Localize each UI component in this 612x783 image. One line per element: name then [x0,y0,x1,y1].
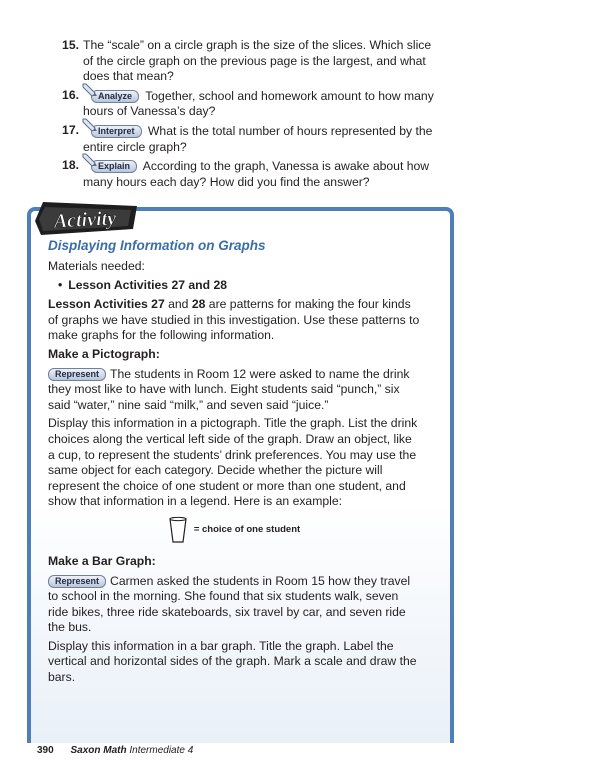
pictograph-heading: Make a Pictograph: [48,346,160,361]
activity-content [48,238,420,689]
intro-paragraph: Lesson Activities 27 and 28 are patterns for making the four kinds of graphs we have studied in this investigation. Use these patterns to make graphs for the following information. [48,297,420,343]
pictograph-legend [48,514,420,546]
explain-tag [91,158,137,174]
bargraph-prompt: Represent Carmen asked the students in Room 15 how they travel to school in the morning. She found that six students walk, seven ride bikes, three ride skateboards, six travel by car, and seven ride the bus. [48,573,411,635]
materials-item-text: Lesson Activities 27 and 28 [68,277,228,292]
pencil-icon [82,83,98,97]
legend-text: = choice of one student [193,524,301,536]
materials-label: Materials needed: [48,259,145,273]
bargraph-instructions: Display this information in a bar graph. Title the graph. Label the vertical and horizontal sides of the graph. Mark a scale and draw the bars. [48,638,417,685]
question-number: 15. [62,38,79,52]
activity-banner [33,199,141,239]
question-text: According to the graph, Vanessa is awake about how many hours each day? How did you find the answer? [83,159,430,189]
cup-icon [168,516,188,544]
bullet-dot: • [58,277,63,292]
question-text: Together, school and homework amount to how many hours of Vanessa’s day? [83,88,434,119]
pictograph-prompt: Represent The students in Room 12 were asked to name the drink they most like to have with lunch. Eight students said “punch,” six said “water,” nine said “milk,” and seven said “juice.” [48,366,410,412]
represent-tag: Represent [48,368,106,381]
question-18 [57,158,437,190]
activity-banner-text: Activity [53,207,117,233]
question-17 [57,123,437,155]
tag-label: Analyze [91,90,139,103]
materials-item [48,278,420,294]
pencil-icon [82,153,98,167]
book-title: Saxon Math [70,745,127,756]
question-number: 17. [62,122,79,137]
page-number: 390 [37,745,54,756]
book-subtitle: Intermediate 4 [129,745,194,756]
question-16 [57,88,437,120]
question-text: The “scale” on a circle graph is the size of the slices. Which slice of the circle graph on the previous page is the largest, and what does that mean? [83,38,432,84]
bargraph-heading: Make a Bar Graph: [48,553,156,568]
question-text: What is the total number of hours represented by the entire circle graph? [83,123,433,154]
questions-list [57,38,437,193]
represent-tag: Represent [48,575,106,588]
tag-label: Interpret [91,125,142,138]
pencil-icon [82,118,98,132]
interpret-tag [91,123,142,139]
analyze-tag [91,88,139,104]
activity-title: Displaying Information on Graphs [48,238,266,253]
tag-label: Explain [91,160,137,173]
question-number: 16. [62,87,79,102]
question-number: 18. [62,158,79,173]
pictograph-instructions: Display this information in a pictograph. Title the graph. List the drink choices along the vertical left side of the graph. Draw an object, like a cup, to represent the students’ drink preferences. You may use the same object for each category. Decide whether the picture will represent the choice of one student or more than one student, and show that information in a legend. Here is an example: [48,416,418,509]
question-15 [57,38,437,85]
page-footer [37,745,193,757]
